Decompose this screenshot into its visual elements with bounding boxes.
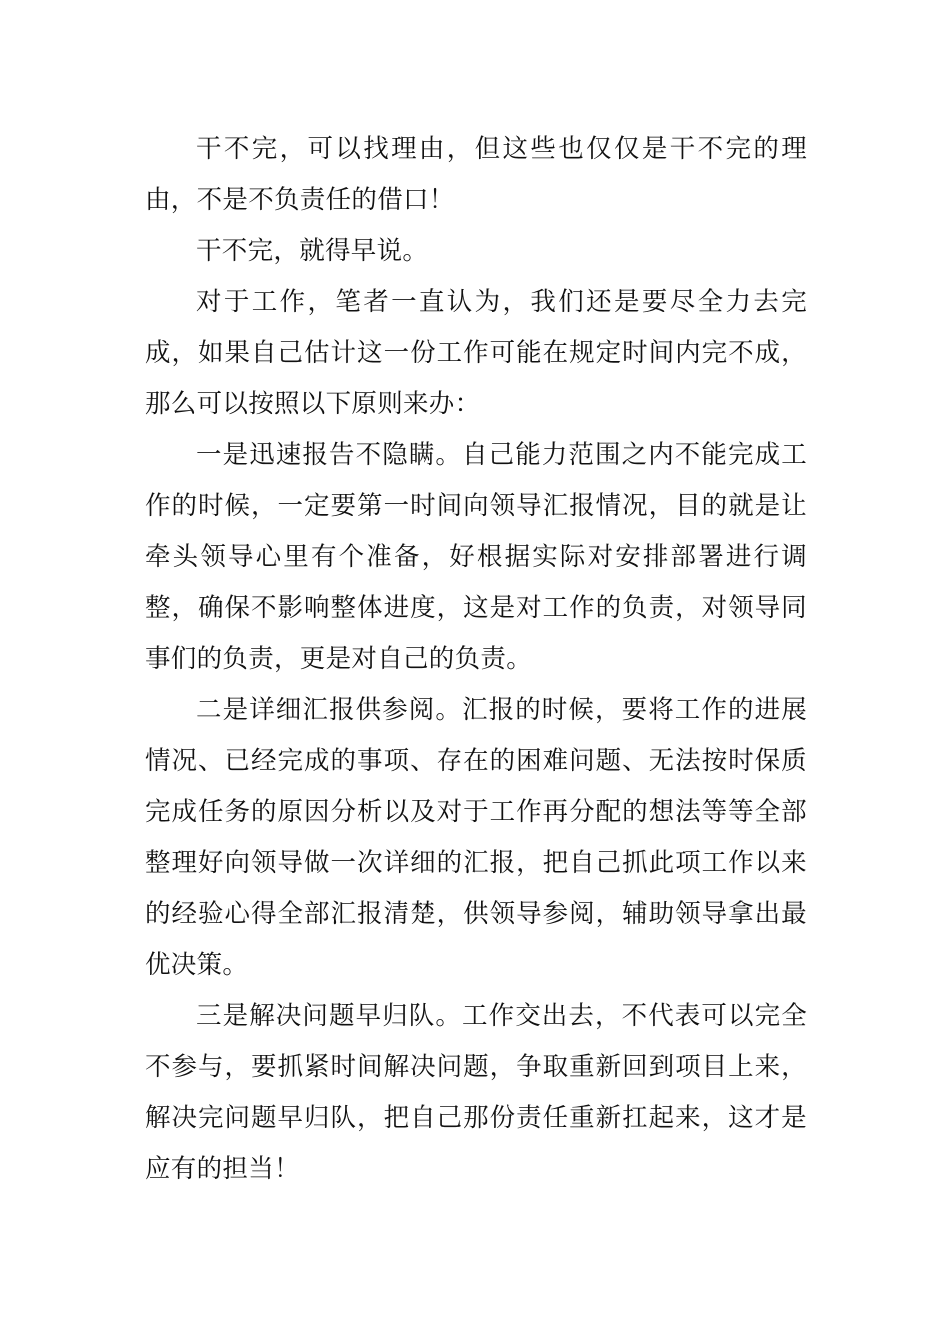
paragraph: 二是详细汇报供参阅。汇报的时候，要将工作的进展情况、已经完成的事项、存在的困难问题、无法按时保质完成任务的原因分析以及对于工作再分配的想法等等全部整理好向领导做一次详细的汇报，把自己抓此项工作以来的经验心得全部汇报清楚，供领导参阅，辅助领导拿出最优决策。 [145, 695, 807, 980]
paragraph: 一是迅速报告不隐瞒。自己能力范围之内不能完成工作的时候，一定要第一时间向领导汇报情况，目的就是让牵头领导心里有个准备，好根据实际对安排部署进行调整，确保不影响整体进度，这是对工作的负责，对领导同事们的负责，更是对自己的负责。 [145, 440, 807, 674]
paragraph: 干不完，可以找理由，但这些也仅仅是干不完的理由，不是不负责任的借口！ [145, 134, 807, 215]
paragraph: 干不完，就得早说。 [196, 236, 429, 266]
paragraph: 三是解决问题早归队。工作交出去，不代表可以完全不参与，要抓紧时间解决问题，争取重新回到项目上来，解决完问题早归队，把自己那份责任重新扛起来，这才是应有的担当！ [145, 1001, 807, 1184]
document-body [145, 124, 807, 1195]
paragraph: 对于工作，笔者一直认为，我们还是要尽全力去完成，如果自己估计这一份工作可能在规定时间内完不成，那么可以按照以下原则来办： [145, 287, 807, 419]
